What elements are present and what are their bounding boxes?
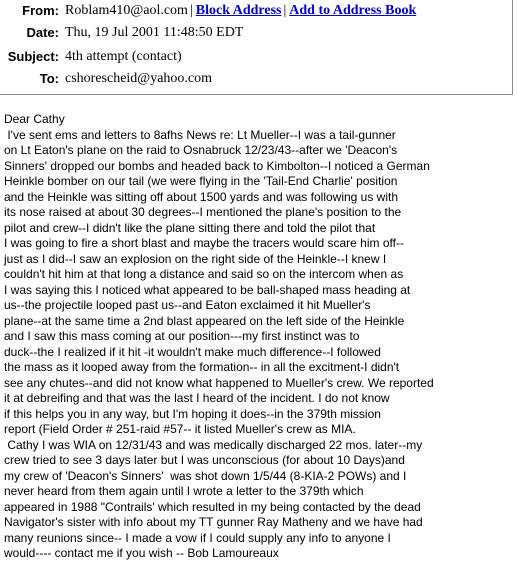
subject-row — [0, 47, 510, 67]
from-label: From: — [22, 3, 59, 18]
message-line: it at debreifing and that was the last I heard of the incident. I do not know — [4, 391, 390, 405]
message-line: Sinners' dropped our bombs and headed back to Kimbolton--I noticed a German — [4, 158, 430, 173]
to-label: To: — [39, 71, 59, 86]
message-line: if this helps you in any way, but I'm hoping it does--in the 379th mission — [4, 406, 381, 421]
message-line: my crew of 'Deacon's Sinners' was shot down 1/5/44 (8-KIA-2 POWs) and I — [4, 468, 407, 483]
message-line: I was going to fire a short blast and maybe the tracers would scare him off-- — [4, 236, 404, 250]
date-value: Thu, 19 Jul 2001 11:48:50 EDT — [65, 25, 244, 40]
message-line: duck--the I realized if it hit -it wouldn't make much difference--I followed — [4, 344, 381, 359]
message-line: couldn't hit him at that long a distance and said so on the intercom when as — [4, 267, 404, 281]
message-line: and I saw this mass coming at our position---my first instinct was to — [4, 329, 360, 343]
from-row — [0, 1, 510, 21]
message-line: pilot and crew--I didn't like the plane sitting there and told the pilot that — [4, 220, 376, 235]
date-row — [0, 23, 510, 43]
block-address-link[interactable]: Block Address — [195, 3, 282, 18]
from-address: Roblam410@aol.com — [65, 3, 188, 18]
date-label: Date: — [26, 25, 59, 40]
separator: | — [283, 3, 287, 18]
message-line: would---- contact me if you wish -- Bob Lamoureaux — [4, 546, 279, 560]
message-line: its nose raised at about 30 degrees--I mentioned the plane's position to the — [4, 205, 402, 219]
message-line: Navigator's sister with info about my TT gunner Ray Matheny and we have had — [4, 515, 423, 529]
message-line: plane--at the same time a 2nd blast appeared on the left side of the Heinkle — [4, 313, 405, 328]
message-line: us--the projectile looped past us--and Eaton exclaimed it hit Mueller's — [4, 298, 371, 312]
message-line: just as I did--I saw an explosion on the right side of the Heinkle--I knew I — [4, 251, 387, 266]
subject-value: 4th attempt (contact) — [65, 49, 182, 64]
subject-label: Subject: — [7, 49, 59, 64]
message-line: Heinkle bomber on our tail (we were flying in the 'Tail-End Charlie' position — [4, 174, 398, 188]
separator: | — [189, 3, 193, 18]
message-line: Cathy I was WIA on 12/31/43 and was medically discharged 22 mos. later--my — [4, 437, 423, 452]
from-value-group — [65, 1, 416, 21]
message-line: see any chutes--and did not know what happened to Mueller's crew. We reported — [4, 375, 434, 390]
message-body — [4, 112, 514, 562]
message-header — [0, 0, 513, 95]
message-line: and the Heinkle was sitting off about 1500 yards and was following us with — [4, 189, 399, 204]
message-line: crew tried to see 3 days later but I was unconscious (for about 10 Days)and — [4, 453, 405, 467]
message-line: Dear Cathy — [4, 112, 65, 126]
message-line: I've sent ems and letters to 8afhs News re: Lt Mueller--I was a tail-gunner — [4, 127, 396, 142]
message-line: report (Field Order # 251-raid #57-- it listed Mueller's crew as MIA. — [4, 422, 356, 436]
to-value: cshorescheid@yahoo.com — [65, 71, 213, 86]
message-line: appeared in 1988 "Contrails' which resulted in my being contacted by the dead — [4, 499, 421, 514]
message-line: on Lt Eaton's plane on the raid to Osnabruck 12/23/43--after we 'Deacon's — [4, 143, 398, 157]
message-line: I was saying this I noticed what appeared to be ball-shaped mass heading at — [4, 282, 411, 297]
to-row — [0, 69, 510, 89]
message-line: many reunions since-- I made a vow if I could supply any info to anyone I — [4, 530, 391, 545]
add-to-address-book-link[interactable]: Add to Address Book — [289, 3, 417, 18]
message-line: never heard from them again until I wrote a letter to the 379th which — [4, 484, 364, 498]
message-line: the mass as it looped away from the formation-- in all the excitment-I didn't — [4, 360, 400, 374]
